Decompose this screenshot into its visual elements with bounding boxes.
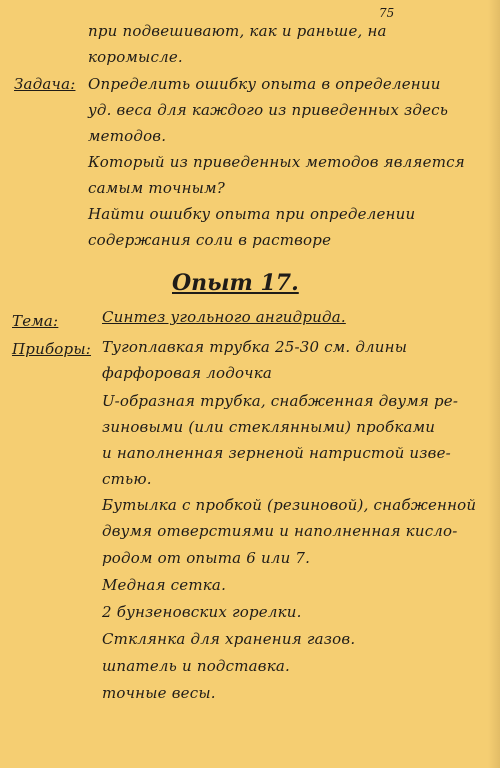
- text-line-2: коромысле.: [88, 48, 183, 66]
- task-line-3: методов.: [88, 127, 167, 145]
- theme-text: Синтез угольного ангидрида.: [102, 308, 346, 326]
- devices-label: Приборы:: [12, 340, 92, 358]
- device-line-1: Тугоплавкая трубка 25-30 см. длины: [102, 338, 408, 356]
- device-line-3: U-образная трубка, снабженная двумя ре-: [102, 392, 459, 410]
- device-line-11: 2 бунзеновских горелки.: [102, 603, 302, 621]
- experiment-title: Опыт 17.: [172, 270, 299, 296]
- device-line-14: точные весы.: [102, 684, 216, 702]
- task-line-6: Найти ошибку опыта при определении: [88, 205, 416, 223]
- task-label: Задача:: [14, 75, 76, 93]
- task-line-5: самым точным?: [88, 179, 225, 197]
- device-line-8: двумя отверстиями и наполненная кисло-: [102, 522, 458, 540]
- task-line-2: уд. веса для каждого из приведенных здесь: [88, 101, 449, 119]
- device-line-10: Медная сетка.: [102, 576, 227, 594]
- device-line-4: зиновыми (или стеклянными) пробками: [102, 418, 436, 436]
- device-line-13: шпатель и подставка.: [102, 657, 290, 675]
- text-line-1: при подвешивают, как и раньше, на: [88, 22, 387, 40]
- page-edge-shadow: [488, 0, 500, 768]
- task-line-4: Который из приведенных методов является: [88, 153, 465, 171]
- task-line-7: содержания соли в растворе: [88, 231, 332, 249]
- page-number: 75: [379, 6, 395, 20]
- task-line-1: Определить ошибку опыта в определении: [88, 75, 441, 93]
- device-line-9: родом от опыта 6 или 7.: [102, 549, 311, 567]
- device-line-12: Стклянка для хранения газов.: [102, 630, 356, 648]
- theme-label: Тема:: [12, 312, 59, 330]
- device-line-5: и наполненная зерненой натристой изве-: [102, 444, 451, 462]
- device-line-2: фарфоровая лодочка: [102, 364, 273, 382]
- device-line-7: Бутылка с пробкой (резиновой), снабженной: [102, 496, 477, 514]
- device-line-6: стью.: [102, 470, 152, 488]
